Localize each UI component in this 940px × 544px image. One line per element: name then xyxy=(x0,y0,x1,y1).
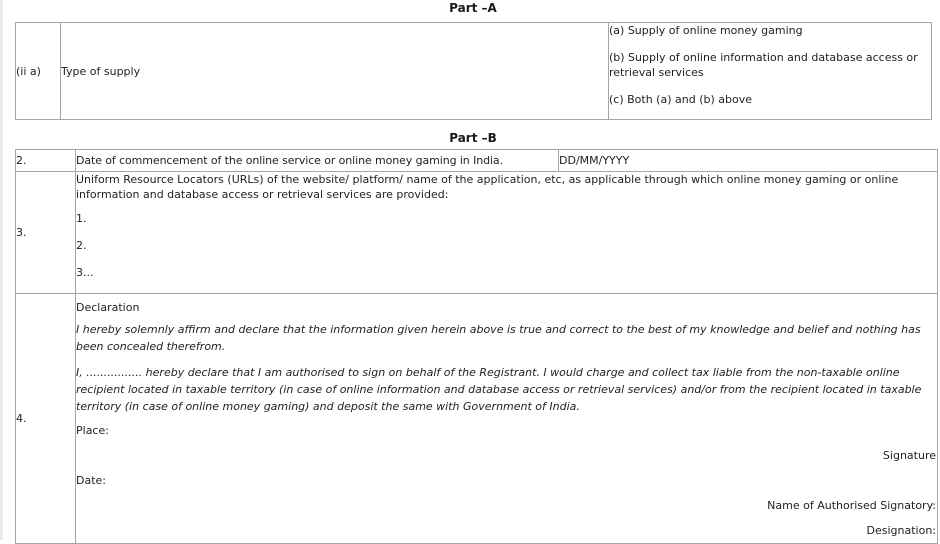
serial-cell: (ii a) xyxy=(16,23,61,120)
supply-option-b: (b) Supply of online information and database access or retrieval services xyxy=(609,51,918,79)
urls-label: Uniform Resource Locators (URLs) of the website/ platform/ name of the application, etc, as applicable through which online money gaming or online information and database access or retrieval services are provided: xyxy=(76,173,899,201)
authorised-signatory-name-label: Name of Authorised Signatory: xyxy=(767,498,936,512)
part-a-table xyxy=(15,22,932,120)
part-a-title: Part –A xyxy=(449,1,497,15)
url-slot-3: 3... xyxy=(76,266,94,279)
date-label: Date: xyxy=(76,473,106,487)
commencement-date-field[interactable]: DD/MM/YYYY xyxy=(559,150,938,172)
serial-cell: 3. xyxy=(16,172,76,294)
type-of-supply-label: Type of supply xyxy=(61,23,609,120)
part-b-table xyxy=(15,149,938,544)
url-slot-1: 1. xyxy=(76,212,87,225)
commencement-date-label: Date of commencement of the online service or online money gaming in India. xyxy=(76,150,559,172)
declaration-row xyxy=(16,294,938,544)
supply-options-cell xyxy=(609,23,932,120)
declaration-authorisation-text: I, ................ hereby declare that I am authorised to sign on behalf of the Registrant. I would charge and collect tax liable from the non-taxable online recipient located in taxable territory (in case of online information and database access or retrieval services) and/or from the recipient located in taxable territory (in case of online money gaming) and deposit the same with Government of India. xyxy=(76,365,922,413)
url-slot-2: 2. xyxy=(76,239,87,252)
supply-option-a: (a) Supply of online money gaming xyxy=(609,24,803,37)
serial-cell: 2. xyxy=(16,150,76,172)
commencement-date-row xyxy=(16,150,938,172)
supply-option-c: (c) Both (a) and (b) above xyxy=(609,93,752,106)
part-b-title: Part –B xyxy=(449,131,497,145)
page-edge-strip xyxy=(0,0,3,540)
serial-cell: 4. xyxy=(16,294,76,544)
designation-label: Designation: xyxy=(866,523,936,537)
declaration-cell xyxy=(76,294,938,544)
declaration-heading: Declaration xyxy=(76,300,140,314)
place-label: Place: xyxy=(76,423,109,437)
urls-row xyxy=(16,172,938,294)
declaration-affirmation-text: I hereby solemnly affirm and declare that the information given herein above is true and correct to the best of my knowledge and belief and nothing has been concealed therefrom. xyxy=(76,322,921,353)
urls-cell xyxy=(76,172,938,294)
type-of-supply-row xyxy=(16,23,932,120)
signature-label: Signature xyxy=(882,448,936,462)
